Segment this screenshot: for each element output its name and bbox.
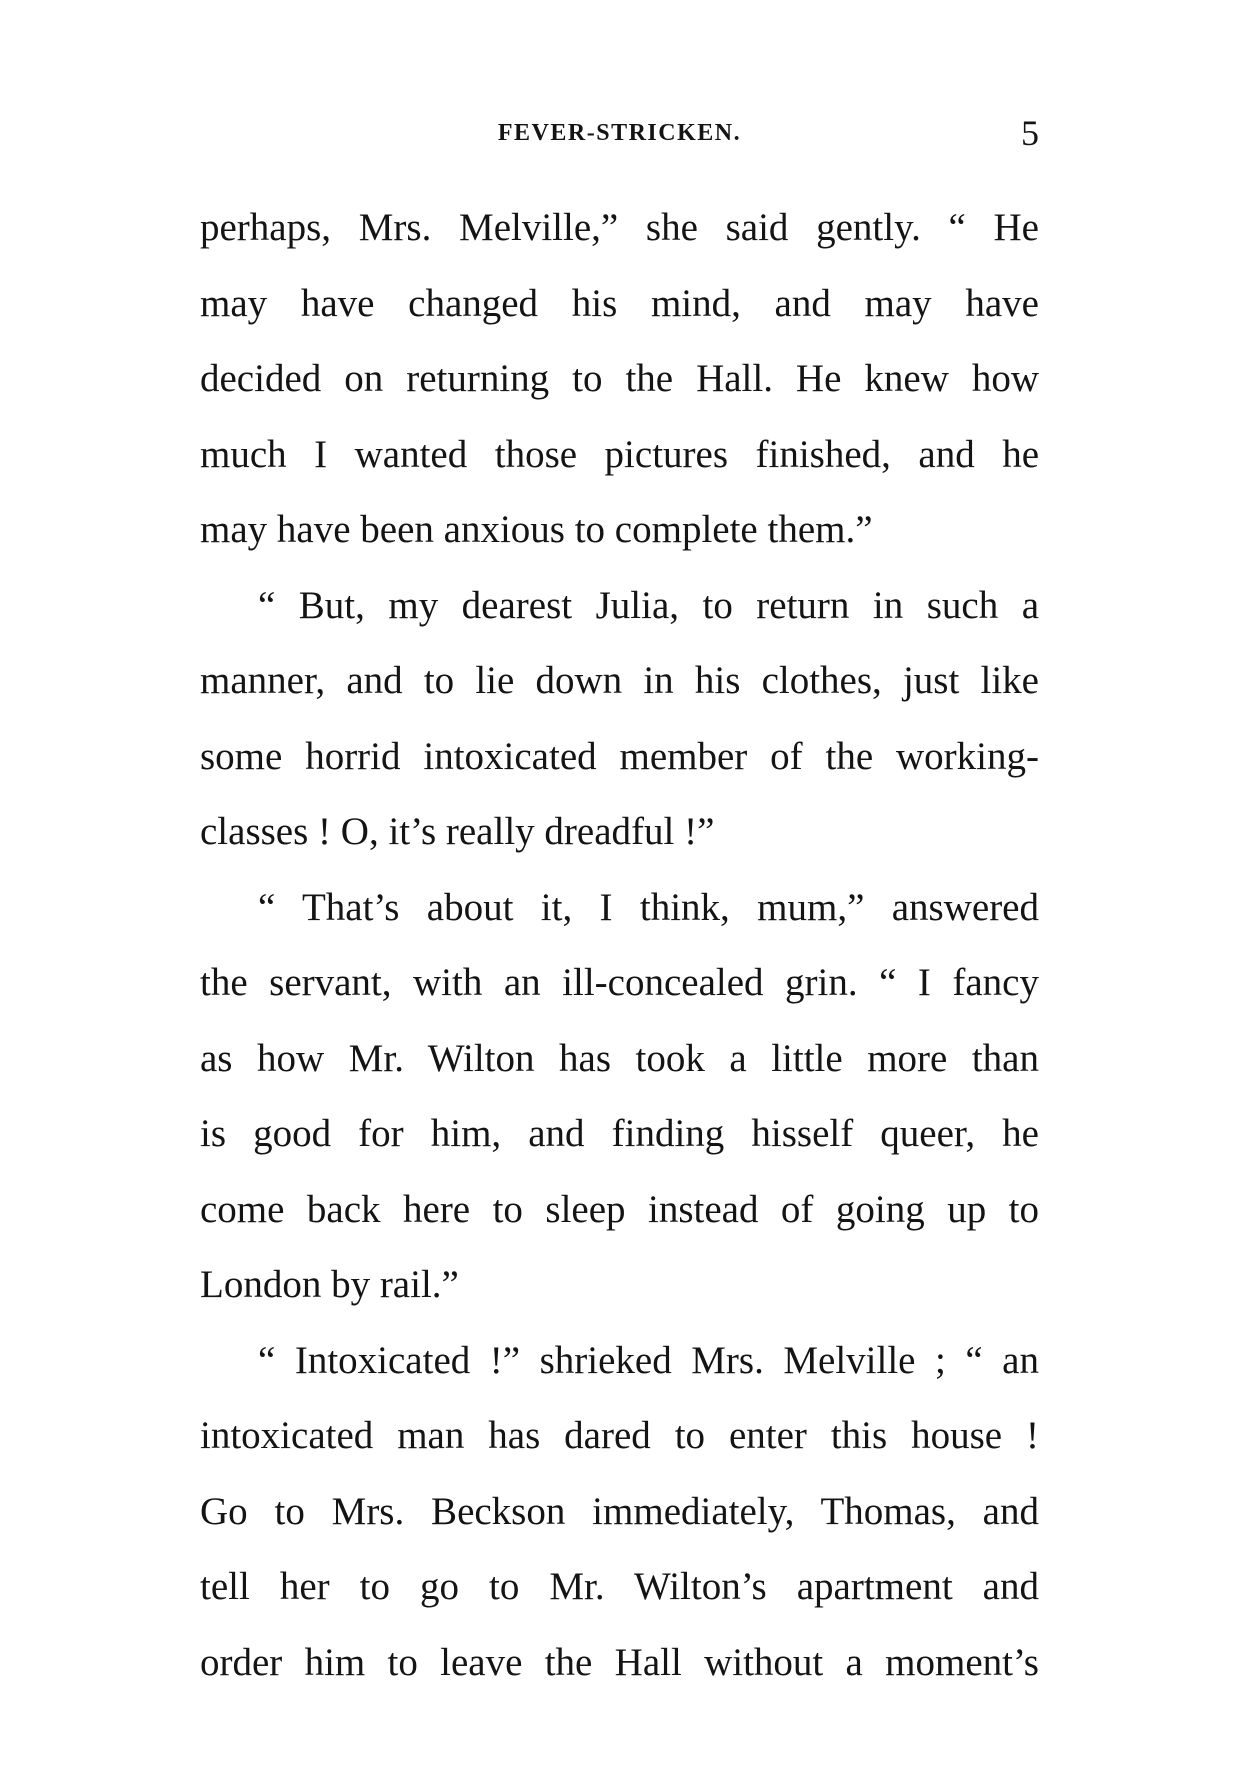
text-line: “ But, my dearest Julia, to return in such a: [258, 583, 1039, 627]
page-number: 5: [1021, 113, 1039, 153]
text-line: perhaps, Mrs. Melville,” she said gently. “ He: [200, 206, 1039, 249]
text-line: classes ! O, it’s really dreadful !”: [200, 810, 715, 853]
text-line: “ Intoxicated !” shrieked Mrs. Melville ; “ an: [258, 1338, 1039, 1382]
text-line: intoxicated man has dared to enter this house !: [200, 1414, 1039, 1457]
text-line: as how Mr. Wilton has took a little more than: [200, 1036, 1039, 1080]
text-line: much I wanted those pictures finished, and he: [200, 432, 1039, 476]
text-line: some horrid intoxicated member of the working-: [200, 734, 1039, 778]
text-line: the servant, with an ill-concealed grin. “ I fancy: [200, 961, 1039, 1004]
text-line: is good for him, and finding hisself queer, he: [200, 1112, 1039, 1155]
text-line: manner, and to lie down in his clothes, just like: [200, 659, 1039, 702]
text-line: decided on returning to the Hall. He knew how: [200, 357, 1039, 400]
body-text: [200, 190, 1039, 1700]
text-line: order him to leave the Hall without a moment’s: [200, 1640, 1039, 1684]
text-line: may have been anxious to complete them.”: [200, 508, 873, 551]
text-line: London by rail.”: [200, 1263, 459, 1306]
running-title: FEVER-STRICKEN.: [497, 120, 742, 146]
running-head: [200, 112, 1039, 152]
text-line: come back here to sleep instead of going up to: [200, 1187, 1039, 1231]
text-line: Go to Mrs. Beckson immediately, Thomas, and: [200, 1489, 1039, 1533]
text-line: “ That’s about it, I think, mum,” answered: [258, 885, 1039, 929]
text-line: may have changed his mind, and may have: [200, 281, 1039, 325]
text-line: tell her to go to Mr. Wilton’s apartment and: [200, 1565, 1039, 1608]
